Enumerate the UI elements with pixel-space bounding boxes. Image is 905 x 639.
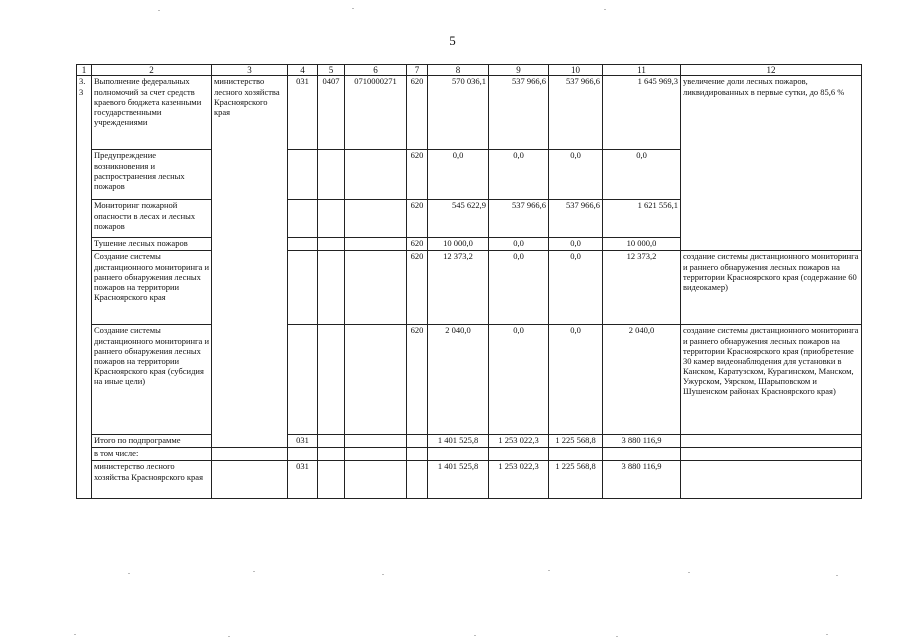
totals-y3: 1 225 568,8	[549, 435, 603, 448]
empty-cell	[288, 150, 318, 200]
row-y1: 0,0	[428, 150, 489, 200]
item-y3: 537 966,6	[549, 76, 603, 150]
empty-cell	[681, 448, 862, 461]
empty-cell	[318, 325, 345, 435]
scan-speck	[382, 574, 384, 575]
scan-speck	[826, 634, 828, 635]
row-y2: 0,0	[489, 251, 549, 325]
header-cell: 10	[549, 65, 603, 76]
empty-cell	[318, 150, 345, 200]
row-y2: 0,0	[489, 325, 549, 435]
item-y1: 570 036,1	[428, 76, 489, 150]
scan-speck	[548, 570, 550, 571]
row-vr: 620	[407, 325, 428, 435]
empty-cell	[345, 461, 407, 499]
empty-cell	[407, 448, 428, 461]
header-cell: 8	[428, 65, 489, 76]
row-result: создание системы дистанционного мониторинга и раннего обнаружения лесных пожаров на территории Красноярского края (приобретение 30 камер видеонаблюдения для установки в Канском, Каратузском, Курагинском, Манском, Ужурском, Уярском, Шарыповском и Шушенском районах Красноярского края)	[681, 325, 862, 435]
empty-cell	[407, 435, 428, 448]
empty-cell	[681, 461, 862, 499]
row-y3: 537 966,6	[549, 200, 603, 238]
empty-cell	[428, 448, 489, 461]
empty-cell	[489, 448, 549, 461]
empty-cell	[345, 238, 407, 251]
row-vr: 620	[407, 200, 428, 238]
header-cell: 3	[212, 65, 288, 76]
ministry-grbs: 031	[288, 461, 318, 499]
header-cell: 5	[318, 65, 345, 76]
header-cell: 4	[288, 65, 318, 76]
row-y3: 0,0	[549, 238, 603, 251]
table-row	[77, 461, 862, 499]
item-result: увеличение доли лесных пожаров, ликвидированных в первые сутки, до 85,6 %	[681, 76, 862, 251]
scan-speck	[836, 575, 838, 576]
scan-speck	[474, 635, 476, 636]
header-cell: 11	[603, 65, 681, 76]
row-total: 2 040,0	[603, 325, 681, 435]
scan-speck	[616, 636, 618, 637]
empty-cell	[318, 435, 345, 448]
empty-cell	[407, 461, 428, 499]
table-row	[77, 325, 862, 435]
empty-cell	[212, 461, 288, 499]
totals-y2: 1 253 022,3	[489, 435, 549, 448]
empty-cell	[345, 448, 407, 461]
row-total: 10 000,0	[603, 238, 681, 251]
row-total: 0,0	[603, 150, 681, 200]
header-cell: 1	[77, 65, 92, 76]
row-name: Создание системы дистанционного мониторинга и раннего обнаружения лесных пожаров на территории Красноярского края (субсидия на иные цели)	[92, 325, 212, 435]
empty-cell	[288, 448, 318, 461]
empty-cell	[681, 435, 862, 448]
row-y1: 12 373,2	[428, 251, 489, 325]
item-total: 1 645 969,3	[603, 76, 681, 150]
header-cell: 9	[489, 65, 549, 76]
item-rzpr: 0407	[318, 76, 345, 150]
item-number: 3.3	[77, 76, 92, 499]
page-number: 5	[449, 33, 456, 48]
item-ministry: министерство лесного хозяйства Красноярского края	[212, 76, 288, 448]
totals-grbs: 031	[288, 435, 318, 448]
empty-cell	[603, 448, 681, 461]
empty-cell	[345, 150, 407, 200]
header-cell: 6	[345, 65, 407, 76]
empty-cell	[345, 325, 407, 435]
row-name: Предупреждение возникновения и распространения лесных пожаров	[92, 150, 212, 200]
scan-speck	[74, 634, 76, 635]
scan-speck	[253, 571, 255, 572]
row-name: Тушение лесных пожаров	[92, 238, 212, 251]
row-y3: 0,0	[549, 251, 603, 325]
row-result: создание системы дистанционного мониторинга и раннего обнаружения лесных пожаров на территории Красноярского края (содержание 60 видеокамер)	[681, 251, 862, 325]
empty-cell	[345, 251, 407, 325]
empty-cell	[288, 200, 318, 238]
row-name: Мониторинг пожарной опасности в лесах и лесных пожаров	[92, 200, 212, 238]
empty-cell	[318, 238, 345, 251]
row-y2: 0,0	[489, 238, 549, 251]
row-y2: 537 966,6	[489, 200, 549, 238]
row-y3: 0,0	[549, 150, 603, 200]
table-row	[77, 251, 862, 325]
totals-row	[77, 435, 862, 448]
ministry-y1: 1 401 525,8	[428, 461, 489, 499]
budget-table	[76, 64, 862, 499]
totals-label: Итого по подпрограмме	[92, 435, 212, 448]
header-cell: 2	[92, 65, 212, 76]
empty-cell	[345, 200, 407, 238]
ministry-y3: 1 225 568,8	[549, 461, 603, 499]
empty-cell	[288, 325, 318, 435]
header-cell: 12	[681, 65, 862, 76]
row-total: 1 621 556,1	[603, 200, 681, 238]
empty-cell	[318, 461, 345, 499]
including-label: в том числе:	[92, 448, 212, 461]
scan-speck	[158, 10, 160, 11]
row-name: Создание системы дистанционного мониторинга и раннего обнаружения лесных пожаров на территории Красноярского края	[92, 251, 212, 325]
empty-cell	[549, 448, 603, 461]
row-total: 12 373,2	[603, 251, 681, 325]
row-y1: 10 000,0	[428, 238, 489, 251]
item-y2: 537 966,6	[489, 76, 549, 150]
ministry-y2: 1 253 022,3	[489, 461, 549, 499]
scan-speck	[604, 9, 606, 10]
scan-speck	[228, 636, 230, 637]
header-row	[77, 65, 862, 76]
item-name: Выполнение федеральных полномочий за счет средств краевого бюджета казенными государственными учреждениями	[92, 76, 212, 150]
scan-speck	[352, 8, 354, 9]
empty-cell	[288, 251, 318, 325]
item-grbs: 031	[288, 76, 318, 150]
header-cell: 7	[407, 65, 428, 76]
empty-cell	[318, 251, 345, 325]
empty-cell	[318, 448, 345, 461]
empty-cell	[288, 238, 318, 251]
ministry-total: 3 880 116,9	[603, 461, 681, 499]
item-csr: 0710000271	[345, 76, 407, 150]
totals-total: 3 880 116,9	[603, 435, 681, 448]
row-vr: 620	[407, 150, 428, 200]
ministry-label: министерство лесного хозяйства Красноярского края	[92, 461, 212, 499]
empty-cell	[318, 200, 345, 238]
scan-speck	[688, 572, 690, 573]
row-y3: 0,0	[549, 325, 603, 435]
row-y2: 0,0	[489, 150, 549, 200]
row-vr: 620	[407, 238, 428, 251]
row-y1: 2 040,0	[428, 325, 489, 435]
scan-speck	[128, 573, 130, 574]
totals-y1: 1 401 525,8	[428, 435, 489, 448]
item-vr: 620	[407, 76, 428, 150]
table-row	[77, 76, 862, 150]
empty-cell	[345, 435, 407, 448]
row-y1: 545 622,9	[428, 200, 489, 238]
empty-cell	[212, 448, 288, 461]
table-row	[77, 448, 862, 461]
row-vr: 620	[407, 251, 428, 325]
